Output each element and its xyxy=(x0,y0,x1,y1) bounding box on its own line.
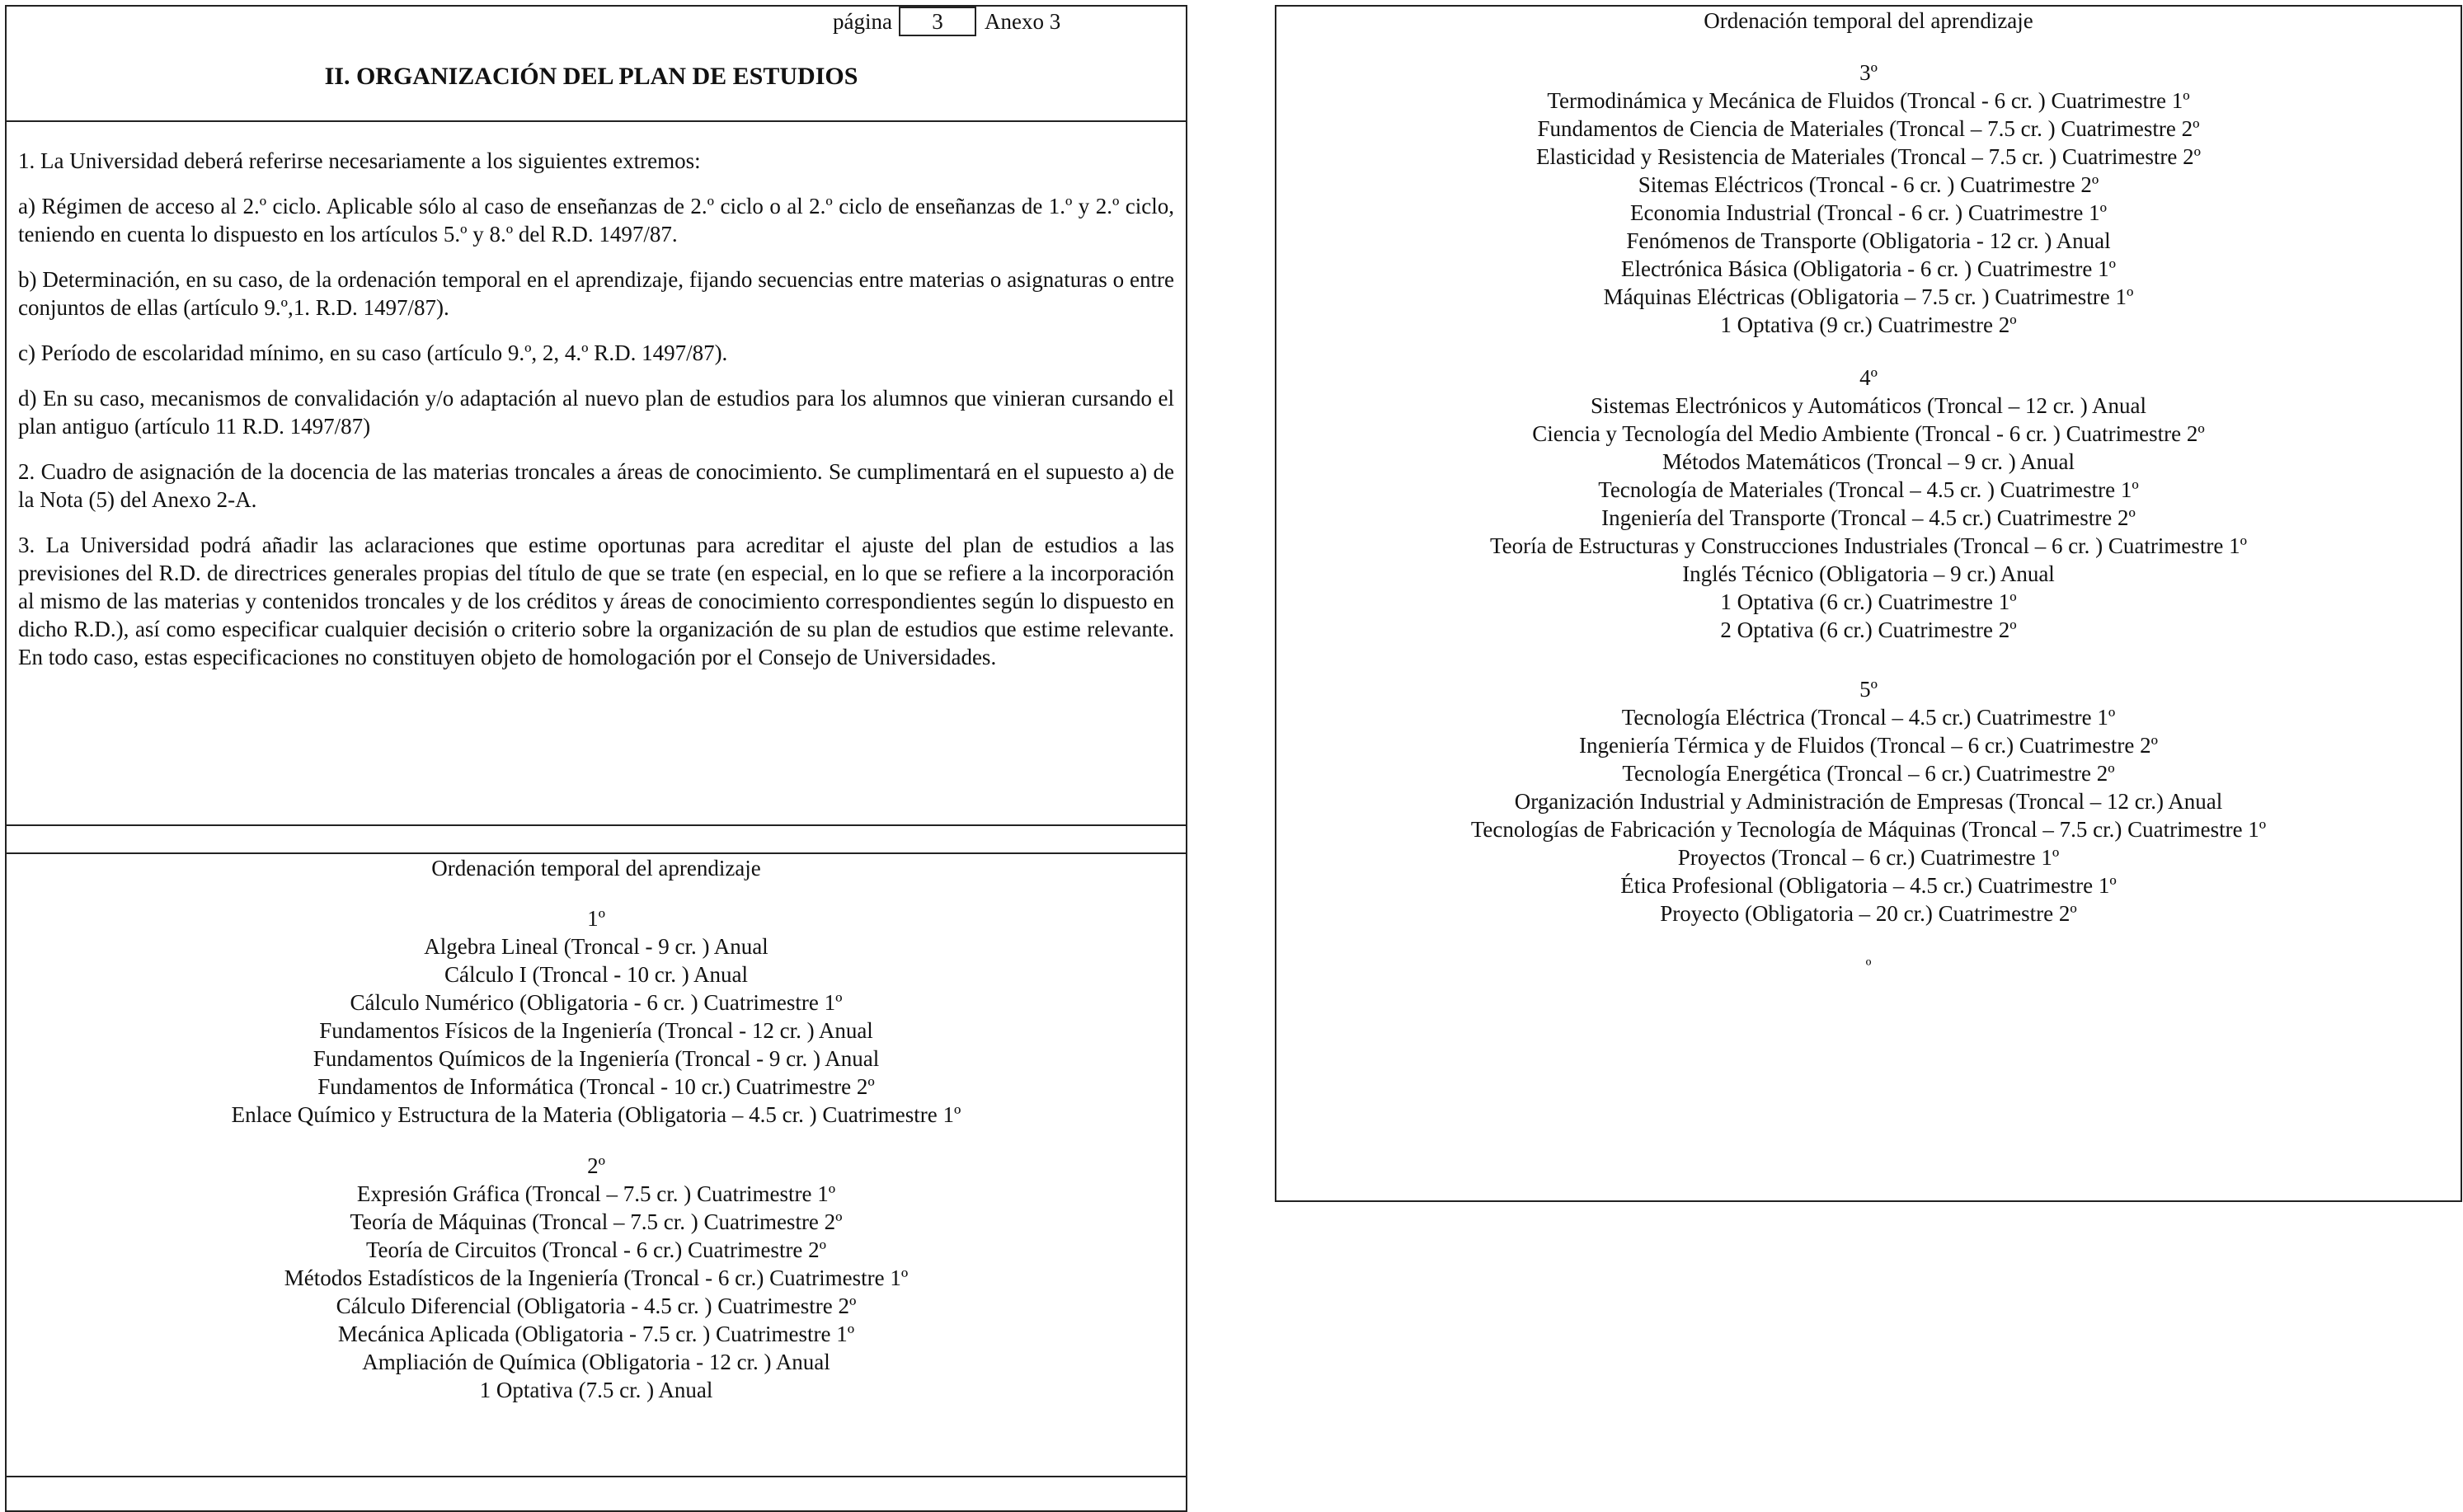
course-item: Expresión Gráfica (Troncal – 7.5 cr. ) Cuatrimestre 1º xyxy=(356,1181,836,1206)
course-item: Algebra Lineal (Troncal - 9 cr. ) Anual xyxy=(424,934,769,959)
course-item: Ingeniería Térmica y de Fluidos (Troncal – 6 cr.) Cuatrimestre 2º xyxy=(1579,733,2158,758)
course-item: 2 Optativa (6 cr.) Cuatrimestre 2º xyxy=(1720,617,2017,642)
schedule-title: Ordenación temporal del aprendizaje xyxy=(431,856,761,880)
course-item: 1 Optativa (9 cr.) Cuatrimestre 2º xyxy=(1720,312,2017,337)
course-item: Organización Industrial y Administración de Empresas (Troncal – 12 cr.) Anual xyxy=(1514,789,2223,814)
year-label: 1º xyxy=(587,906,605,931)
instruction-paragraph: c) Período de escolaridad mínimo, en su caso (artículo 9.º, 2, 4.º R.D. 1497/87). xyxy=(18,340,728,365)
year-label: 3º xyxy=(1859,60,1878,85)
schedule-box-years-3-5 xyxy=(1275,5,2462,1202)
instruction-paragraph: d) En su caso, mecanismos de convalidación y/o adaptación al nuevo plan de estudios para los alumnos que vinieran cursando el plan antiguo (artículo 11 R.D. 1497/87) xyxy=(18,386,1174,439)
instruction-paragraph: 2. Cuadro de asignación de la docencia de las materias troncales a áreas de conocimiento. Se cumplimentará en el supuesto a) de la Nota (5) del Anexo 2-A. xyxy=(18,459,1174,512)
course-item: Termodinámica y Mecánica de Fluidos (Troncal - 6 cr. ) Cuatrimestre 1º xyxy=(1547,88,2190,113)
year-block-1 xyxy=(7,904,1186,1129)
course-item: Enlace Químico y Estructura de la Materia (Obligatoria – 4.5 cr. ) Cuatrimestre 1º xyxy=(231,1102,961,1127)
course-item: Fenómenos de Transporte (Obligatoria - 12 cr. ) Anual xyxy=(1626,228,2111,253)
course-item: Ética Profesional (Obligatoria – 4.5 cr.) Cuatrimestre 1º xyxy=(1620,873,2117,898)
instruction-paragraph: b) Determinación, en su caso, de la ordenación temporal en el aprendizaje, fijando secuencias entre materias o asignaturas o entre conjuntos de ellas (artículo 9.º,1. R.D. 1497/87). xyxy=(18,267,1174,320)
course-item: Tecnología Eléctrica (Troncal – 4.5 cr.) Cuatrimestre 1º xyxy=(1621,705,2116,730)
end-mark: º xyxy=(1865,956,1872,976)
schedule-title: Ordenación temporal del aprendizaje xyxy=(1704,8,2033,33)
course-item: Economia Industrial (Troncal - 6 cr. ) Cuatrimestre 1º xyxy=(1630,200,2107,225)
course-item: Tecnología de Materiales (Troncal – 4.5 cr. ) Cuatrimestre 1º xyxy=(1598,477,2139,502)
course-item: Proyectos (Troncal – 6 cr.) Cuatrimestre 1º xyxy=(1677,845,2060,870)
schedule-box-years-1-2 xyxy=(5,852,1187,1477)
course-item: Ingeniería del Transporte (Troncal – 4.5 cr.) Cuatrimestre 2º xyxy=(1601,505,2136,530)
year-block-5 xyxy=(1276,675,2461,927)
year-label: 4º xyxy=(1859,365,1878,390)
course-item: Fundamentos Químicos de la Ingeniería (Troncal - 9 cr. ) Anual xyxy=(313,1046,880,1071)
course-item: Sitemas Eléctricos (Troncal - 6 cr. ) Cuatrimestre 2º xyxy=(1638,172,2099,197)
year-block-4 xyxy=(1276,364,2461,644)
course-item: Métodos Matemáticos (Troncal – 9 cr. ) Anual xyxy=(1662,449,2075,474)
course-item: Máquinas Eléctricas (Obligatoria – 7.5 cr. ) Cuatrimestre 1º xyxy=(1603,284,2134,309)
course-item: Fundamentos de Ciencia de Materiales (Troncal – 7.5 cr. ) Cuatrimestre 2º xyxy=(1537,116,2200,141)
page-header xyxy=(833,5,1060,38)
course-item: Tecnología Energética (Troncal – 6 cr.) Cuatrimestre 2º xyxy=(1622,761,2115,786)
course-item: Métodos Estadísticos de la Ingeniería (Troncal - 6 cr.) Cuatrimestre 1º xyxy=(284,1265,909,1290)
course-item: Fundamentos Físicos de la Ingeniería (Troncal - 12 cr. ) Anual xyxy=(319,1018,873,1043)
course-item: Sistemas Electrónicos y Automáticos (Troncal – 12 cr. ) Anual xyxy=(1591,393,2146,418)
year-label: 2º xyxy=(587,1153,605,1178)
instruction-paragraph: 3. La Universidad podrá añadir las aclaraciones que estime oportunas para acreditar el ajuste del plan de estudios a las previsiones del R.D. de directrices generales propias del título de que se trate (en especial, en lo que se refiere a la incorporación al mismo de las materias y contenidos troncales y de los créditos y áreas de conocimiento correspondientes según lo dispuesto en dicho R.D.), así como especificar cualquier decisión o criterio sobre la organización de su plan de estudios que estime relevante. En todo caso, estas especificaciones no constituyen objeto de homologación por el Consejo de Universidades. xyxy=(18,533,1174,669)
course-item: Teoría de Estructuras y Construcciones Industriales (Troncal – 6 cr. ) Cuatrimestre 1º xyxy=(1490,533,2247,558)
course-item: Cálculo Numérico (Obligatoria - 6 cr. ) Cuatrimestre 1º xyxy=(350,990,843,1015)
course-item: Proyecto (Obligatoria – 20 cr.) Cuatrimestre 2º xyxy=(1660,901,2077,926)
instruction-paragraph: a) Régimen de acceso al 2.º ciclo. Aplicable sólo al caso de enseñanzas de 2.º ciclo o al 2.º ciclo de enseñanzas de 1.º y 2.º ciclo, teniendo en cuenta lo dispuesto en los artículos 5.º y 8.º del R.D. 1497/87. xyxy=(18,194,1174,247)
course-item: Tecnologías de Fabricación y Tecnología de Máquinas (Troncal – 7.5 cr.) Cuatrimestre 1º xyxy=(1470,817,2267,842)
course-item: Elasticidad y Resistencia de Materiales (Troncal – 7.5 cr. ) Cuatrimestre 2º xyxy=(1536,144,2201,169)
course-item: Teoría de Máquinas (Troncal – 7.5 cr. ) Cuatrimestre 2º xyxy=(350,1209,843,1234)
section-title: II. ORGANIZACIÓN DEL PLAN DE ESTUDIOS xyxy=(324,63,858,90)
course-item: Cálculo Diferencial (Obligatoria - 4.5 cr. ) Cuatrimestre 2º xyxy=(336,1294,857,1318)
course-item: Teoría de Circuitos (Troncal - 6 cr.) Cuatrimestre 2º xyxy=(365,1237,827,1262)
year-label: 5º xyxy=(1859,677,1878,702)
page-label: página xyxy=(833,8,892,34)
year-block-2 xyxy=(7,1152,1186,1404)
course-item: Ampliación de Química (Obligatoria - 12 cr. ) Anual xyxy=(362,1350,830,1374)
instruction-paragraph: 1. La Universidad deberá referirse necesariamente a los siguientes extremos: xyxy=(18,148,701,173)
page-number: 3 xyxy=(899,7,976,36)
course-item: Inglés Técnico (Obligatoria – 9 cr.) Anual xyxy=(1682,561,2055,586)
instructions-box xyxy=(5,120,1187,826)
course-item: Mecánica Aplicada (Obligatoria - 7.5 cr. ) Cuatrimestre 1º xyxy=(337,1322,855,1346)
course-item: 1 Optativa (7.5 cr. ) Anual xyxy=(479,1378,713,1402)
year-block-3 xyxy=(1276,59,2461,339)
course-item: Cálculo I (Troncal - 10 cr. ) Anual xyxy=(444,962,748,987)
course-item: 1 Optativa (6 cr.) Cuatrimestre 1º xyxy=(1720,589,2017,614)
annex-label: Anexo 3 xyxy=(984,8,1061,34)
course-item: Ciencia y Tecnología del Medio Ambiente (Troncal - 6 cr. ) Cuatrimestre 2º xyxy=(1532,421,2205,446)
course-item: Electrónica Básica (Obligatoria - 6 cr. ) Cuatrimestre 1º xyxy=(1621,256,2116,281)
course-item: Fundamentos de Informática (Troncal - 10 cr.) Cuatrimestre 2º xyxy=(317,1074,875,1099)
